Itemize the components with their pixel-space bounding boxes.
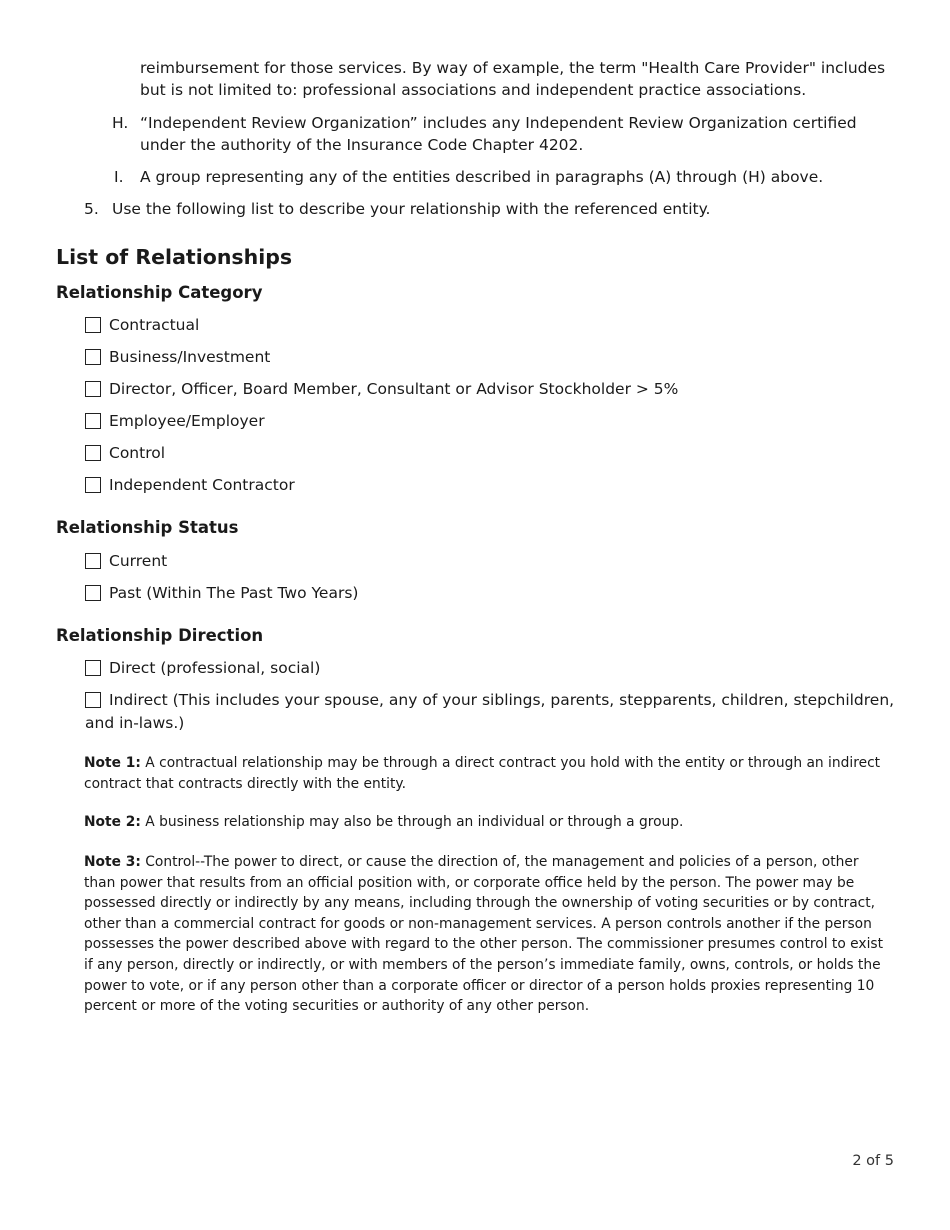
item-i-marker: I. bbox=[114, 168, 124, 186]
page-number: 2 of 5 bbox=[852, 1153, 894, 1169]
paragraph-g-continuation: reimbursement for those services. By way of example, the term "Health Care Provider" includes but is not limited to: professional associations and independent practice associations. bbox=[140, 59, 886, 99]
checkbox[interactable] bbox=[85, 445, 101, 461]
note-label: Note 1: bbox=[84, 755, 141, 771]
checkbox-label: Indirect (This includes your spouse, any of your siblings, parents, stepparents, children, stepchildren, and in-laws.) bbox=[85, 691, 895, 732]
category-option-business-investment[interactable] bbox=[85, 346, 270, 368]
item-i-text: A group representing any of the entities described in paragraphs (A) through (H) above. bbox=[140, 168, 824, 186]
checkbox[interactable] bbox=[85, 349, 101, 365]
checkbox-label: Current bbox=[109, 552, 168, 570]
checkbox-label: Employee/Employer bbox=[109, 412, 265, 430]
note-1 bbox=[84, 753, 894, 794]
status-option-past[interactable] bbox=[85, 582, 358, 604]
category-option-control[interactable] bbox=[85, 442, 165, 464]
category-option-independent-contractor[interactable] bbox=[85, 474, 295, 496]
note-2 bbox=[84, 812, 894, 833]
checkbox[interactable] bbox=[85, 317, 101, 333]
status-option-current[interactable] bbox=[85, 550, 167, 572]
direction-option-indirect[interactable] bbox=[85, 689, 900, 735]
checkbox-label: Past (Within The Past Two Years) bbox=[109, 584, 359, 602]
checkbox-label: Director, Officer, Board Member, Consultant or Advisor Stockholder > 5% bbox=[109, 380, 679, 398]
category-heading: Relationship Category bbox=[56, 283, 263, 302]
checkbox[interactable] bbox=[85, 413, 101, 429]
checkbox[interactable] bbox=[85, 692, 101, 708]
list-title: List of Relationships bbox=[56, 245, 293, 269]
item-5-marker: 5. bbox=[84, 200, 99, 218]
direction-option-direct[interactable] bbox=[85, 657, 320, 679]
note-label: Note 2: bbox=[84, 814, 141, 830]
item-5-text: Use the following list to describe your relationship with the referenced entity. bbox=[112, 200, 711, 218]
note-label: Note 3: bbox=[84, 854, 141, 870]
item-h-text: “Independent Review Organization” includes any Independent Review Organization certified under the authority of the Insurance Code Chapter 4202. bbox=[140, 114, 857, 154]
checkbox[interactable] bbox=[85, 585, 101, 601]
note-text: A business relationship may also be through an individual or through a group. bbox=[145, 814, 684, 830]
note-text: Control--The power to direct, or cause the direction of, the management and policies of a person, other than power that results from an official position with, or corporate office held by the person. The power may be possessed directly or indirectly by any means, including through the ownership of voting securities or by contract, other than a commercial contract for goods or non-management services. A person controls another if the person possesses the power described above with regard to the other person. The commissioner presumes control to exist if any person, directly or indirectly, or with members of the person’s immediate family, owns, controls, or holds the power to vote, or if any person other than a corporate officer or director of a person holds proxies representing 10 percent or more of the voting securities or authority of any other person. bbox=[84, 854, 883, 1015]
direction-heading: Relationship Direction bbox=[56, 626, 264, 645]
status-heading: Relationship Status bbox=[56, 518, 239, 537]
item-h-marker: H. bbox=[112, 114, 129, 132]
checkbox-label: Contractual bbox=[109, 316, 200, 334]
note-3 bbox=[84, 852, 894, 1017]
category-option-director-officer[interactable] bbox=[85, 378, 678, 400]
checkbox[interactable] bbox=[85, 553, 101, 569]
checkbox[interactable] bbox=[85, 381, 101, 397]
checkbox[interactable] bbox=[85, 660, 101, 676]
checkbox-label: Business/Investment bbox=[109, 348, 271, 366]
checkbox[interactable] bbox=[85, 477, 101, 493]
checkbox-label: Control bbox=[109, 444, 166, 462]
category-option-employee-employer[interactable] bbox=[85, 410, 265, 432]
category-option-contractual[interactable] bbox=[85, 314, 199, 336]
checkbox-label: Direct (professional, social) bbox=[109, 659, 321, 677]
checkbox-label: Independent Contractor bbox=[109, 476, 295, 494]
note-text: A contractual relationship may be through a direct contract you hold with the entity or through an indirect contract that contracts directly with the entity. bbox=[84, 755, 881, 792]
